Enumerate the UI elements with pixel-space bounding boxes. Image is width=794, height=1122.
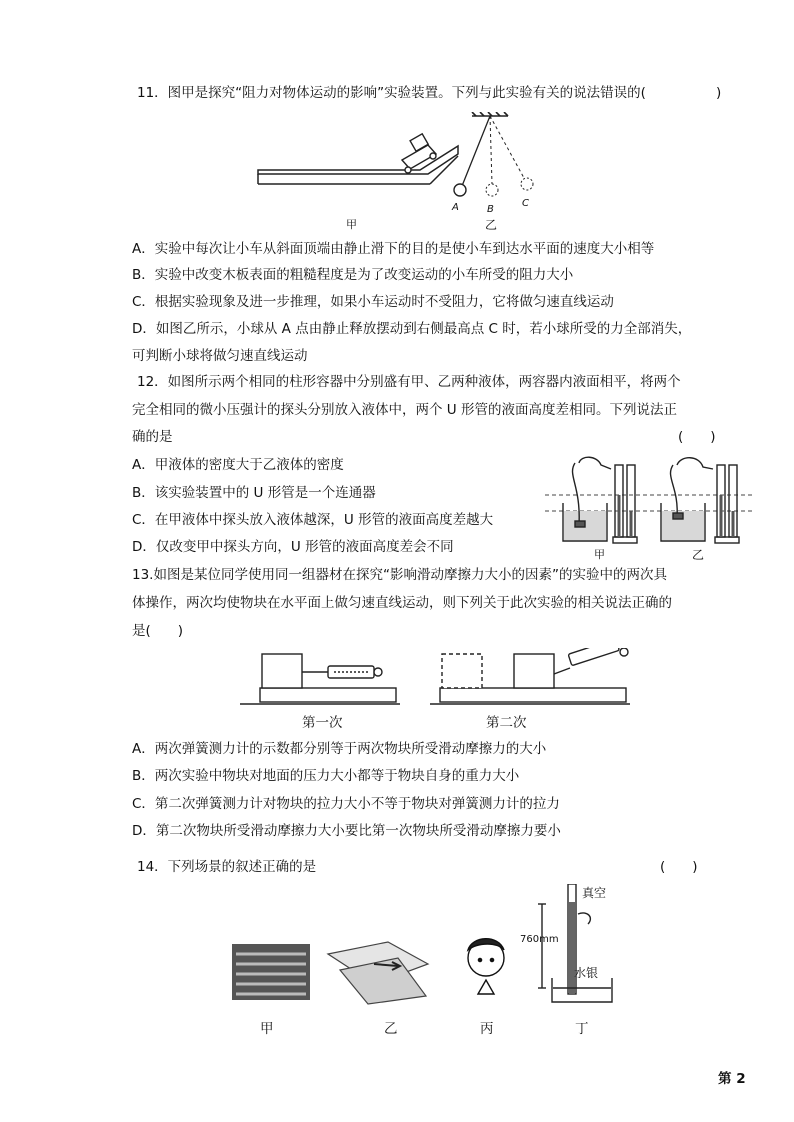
- q12-option-b: B．该实验装置中的 U 形管是一个连通器: [132, 485, 376, 501]
- ball-c: [521, 178, 533, 190]
- q14-label-bing: 丙: [480, 1021, 494, 1037]
- boy-face-icon: [468, 939, 504, 994]
- q12-figure: [535, 455, 760, 555]
- label-b: B: [487, 204, 494, 215]
- q13-stem-line-1: 13.如图是某位同学使用同一组器材在探究“影响滑动摩擦力大小的因素”的实验中的两次具: [132, 567, 667, 583]
- label-vacuum: 真空: [582, 886, 607, 900]
- q14-label-jia: 甲: [260, 1021, 274, 1037]
- q12-stem-line-2: 完全相同的微小压强计的探头分别放入液体中，两个 U 形管的液面高度差相同。下列说法正: [132, 402, 677, 418]
- q11-option-d: D．如图乙所示，小球从 A 点由静止释放摆动到右侧最高点 C 时，若小球所受的力全部消失，: [132, 321, 692, 337]
- q13-option-a: A．两次弹簧测力计的示数都分别等于两次物块所受滑动摩擦力的大小: [132, 741, 547, 757]
- q12-stem-line-1: 12．如图所示两个相同的柱形容器中分别盛有甲、乙两种液体，两容器内液面相平，将两个: [137, 374, 681, 390]
- q11-figure: [250, 112, 550, 234]
- q12-label-yi: 乙: [692, 548, 705, 562]
- q12-paren: ( ): [678, 429, 716, 445]
- q11-option-d-cont: 可判断小球将做匀速直线运动: [132, 348, 308, 364]
- q11-option-c: C．根据实验现象及进一步推理，如果小车运动时不受阻力，它将做匀速直线运动: [132, 294, 614, 310]
- q13-option-b: B．两次实验中物块对地面的压力大小都等于物块自身的重力大小: [132, 768, 520, 784]
- ball-a: [454, 184, 466, 196]
- second-trial: [430, 648, 630, 704]
- label-yi: 乙: [485, 218, 498, 232]
- first-trial: [240, 654, 400, 704]
- q13-option-c: C．第二次弹簧测力计对物块的拉力大小不等于物块对弹簧测力计的拉力: [132, 796, 560, 812]
- q14-label-ding: 丁: [575, 1021, 589, 1037]
- q11-option-b: B．实验中改变木板表面的粗糙程度是为了改变运动的小车所受的阻力大小: [132, 267, 574, 283]
- q13-stem-line-2: 体操作，两次均使物块在水平面上做匀速直线运动，则下列关于此次实验的相关说法正确的: [132, 595, 672, 611]
- label-a: A: [452, 202, 459, 213]
- ball-b: [486, 184, 498, 196]
- q12-stem-line-3: 确的是: [132, 429, 173, 445]
- q13-figure: [240, 648, 640, 714]
- page-number: 第 2: [718, 1071, 746, 1087]
- label-760mm: 760mm: [520, 934, 559, 945]
- q12-option-a: A．甲液体的密度大于乙液体的密度: [132, 457, 344, 473]
- q13-option-d: D．第二次物块所受滑动摩擦力大小要比第一次物块所受滑动摩擦力要小: [132, 823, 561, 839]
- q12-label-jia: 甲: [594, 548, 605, 561]
- label-second-trial: 第二次: [486, 715, 527, 731]
- q14-figure: [228, 884, 628, 1016]
- q14-stem: 14．下列场景的叙述正确的是: [137, 859, 317, 875]
- label-first-trial: 第一次: [302, 715, 343, 731]
- q12-option-d: D．仅改变甲中探头方向，U 形管的液面高度差会不同: [132, 539, 454, 555]
- label-c: C: [522, 198, 529, 209]
- container-yi: [661, 465, 705, 541]
- pendulum-support: [472, 112, 508, 116]
- ridged-surface-photo: [232, 944, 310, 1000]
- q11-option-a: A．实验中每次让小车从斜面顶端由静止滑下的目的是使小车到达水平面的速度大小相等: [132, 241, 655, 257]
- label-jia: 甲: [346, 218, 357, 231]
- container-jia: [563, 463, 607, 541]
- paper-sheets: [328, 942, 428, 1004]
- q12-option-c: C．在甲液体中探头放入液体越深，U 形管的液面高度差越大: [132, 512, 494, 528]
- q14-paren: ( ): [660, 859, 698, 875]
- q11-stem: 11．图甲是探究“阻力对物体运动的影响”实验装置。下列与此实验有关的说法错误的(: [137, 85, 646, 101]
- label-mercury: 水银: [574, 966, 599, 980]
- q14-label-yi: 乙: [384, 1021, 398, 1037]
- q11-paren-close: ): [716, 85, 722, 101]
- q13-stem-line-3: 是( ): [132, 623, 184, 639]
